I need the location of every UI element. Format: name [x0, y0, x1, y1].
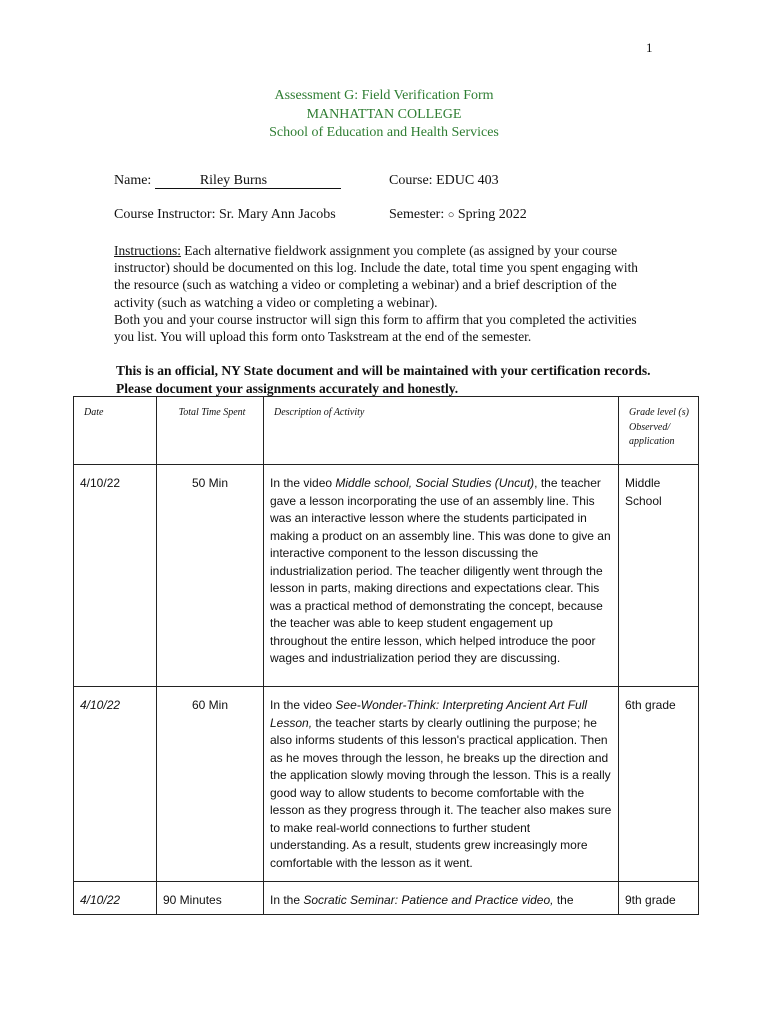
- instructions-paragraph-2: Both you and your course instructor will sign this form to affirm that you completed the activities you list. You will upload this form onto Taskstream at the end of the semester.: [114, 311, 637, 345]
- instructor-value: Sr. Mary Ann Jacobs: [218, 207, 336, 222]
- row-time: 50 Min: [157, 465, 264, 687]
- instructions-label: Instructions:: [114, 243, 181, 258]
- row-date: 4/10/22: [74, 882, 157, 915]
- header-grade: Grade level (s) Observed/ application: [619, 397, 699, 465]
- header-time: Total Time Spent: [157, 397, 264, 465]
- video-title: See-Wonder-Think: Interpreting Ancient Art Full Lesson,: [270, 698, 588, 730]
- description-text: In the video: [270, 476, 336, 490]
- course-field: [389, 173, 499, 189]
- name-label: Name:: [114, 173, 152, 188]
- school-name: School of Education and Health Services: [269, 125, 499, 140]
- table-header-row: [74, 397, 699, 465]
- name-field: [114, 173, 341, 189]
- semester-field: [389, 207, 527, 223]
- row-grade: 9th grade: [619, 882, 699, 915]
- instructions-text-1: Each alternative fieldwork assignment you complete (as assigned by your course instructor) should be documented on this log. Include the date, total time you spent engaging with the resource (such as watching a video or completing a webinar) and a brief description of the activity (such as watching a video or completing a webinar).: [114, 243, 638, 310]
- row-date: 4/10/22: [74, 687, 157, 882]
- description-text: the teacher starts by clearly outlining the purpose; he also informs students of this lesson's practical application. Then as he moves through the lesson, he breaks up the direction and the application slowly moving through the lesson. This is a really good way to allow students to become comfortable with the lesson as they progress through it. The teacher also makes sure to make real-world connections to further student understanding. As a result, students grew increasingly more comfortable with the lesson as it went.: [270, 715, 612, 870]
- header-date: Date: [74, 397, 157, 465]
- row-grade: 6th grade: [619, 687, 699, 882]
- instructor-label: Course Instructor:: [114, 207, 216, 222]
- video-title: Middle school, Social Studies (Uncut): [335, 476, 535, 490]
- row-description: [264, 882, 619, 915]
- course-value: EDUC 403: [436, 173, 499, 188]
- row-date: 4/10/22: [74, 465, 157, 687]
- description-text: In the: [270, 893, 304, 907]
- description-text: the: [553, 893, 574, 907]
- name-value: Riley Burns: [155, 173, 341, 189]
- form-title: Assessment G: Field Verification Form: [274, 88, 494, 103]
- instructions-block: [114, 242, 654, 345]
- table-row: [74, 465, 699, 687]
- instructions-paragraph-1: [114, 242, 654, 311]
- page-number: 1: [646, 40, 653, 55]
- instructor-field: [114, 207, 336, 223]
- row-description: [264, 687, 619, 882]
- form-header: [0, 87, 768, 143]
- header-description: Description of Activity: [264, 397, 619, 465]
- semester-value: Spring 2022: [457, 207, 527, 222]
- course-label: Course:: [389, 173, 433, 188]
- description-text: In the video: [270, 698, 336, 712]
- row-grade: Middle School: [619, 465, 699, 687]
- row-description: [264, 465, 619, 687]
- table-row: [74, 687, 699, 882]
- table-row: [74, 882, 699, 915]
- semester-label: Semester:: [389, 207, 445, 222]
- radio-circle-icon[interactable]: ○: [447, 209, 455, 221]
- college-name: MANHATTAN COLLEGE: [306, 106, 462, 122]
- activity-log-table: [73, 396, 699, 915]
- official-notice: This is an official, NY State document and will be maintained with your certification records. Please document your assignments accurately and honestly.: [116, 363, 651, 396]
- description-text: , the teacher gave a lesson incorporating the use of an assembly line. This was an interactive lesson where the students participated in making a product on an assembly line. This was done to give an interactive component to the lesson discussing the industrialization period. The teacher diligently went through the lesson in parts, making directions and expectations clear. This was a practical method of demonstrating the concept, because the teacher was able to keep student engagement up throughout the entire lesson, which helped introduce the poor wages and industrialization period they are discussing.: [270, 476, 611, 665]
- video-title: Socratic Seminar: Patience and Practice video,: [303, 893, 554, 907]
- row-time: 60 Min: [157, 687, 264, 882]
- row-time: 90 Minutes: [157, 882, 264, 915]
